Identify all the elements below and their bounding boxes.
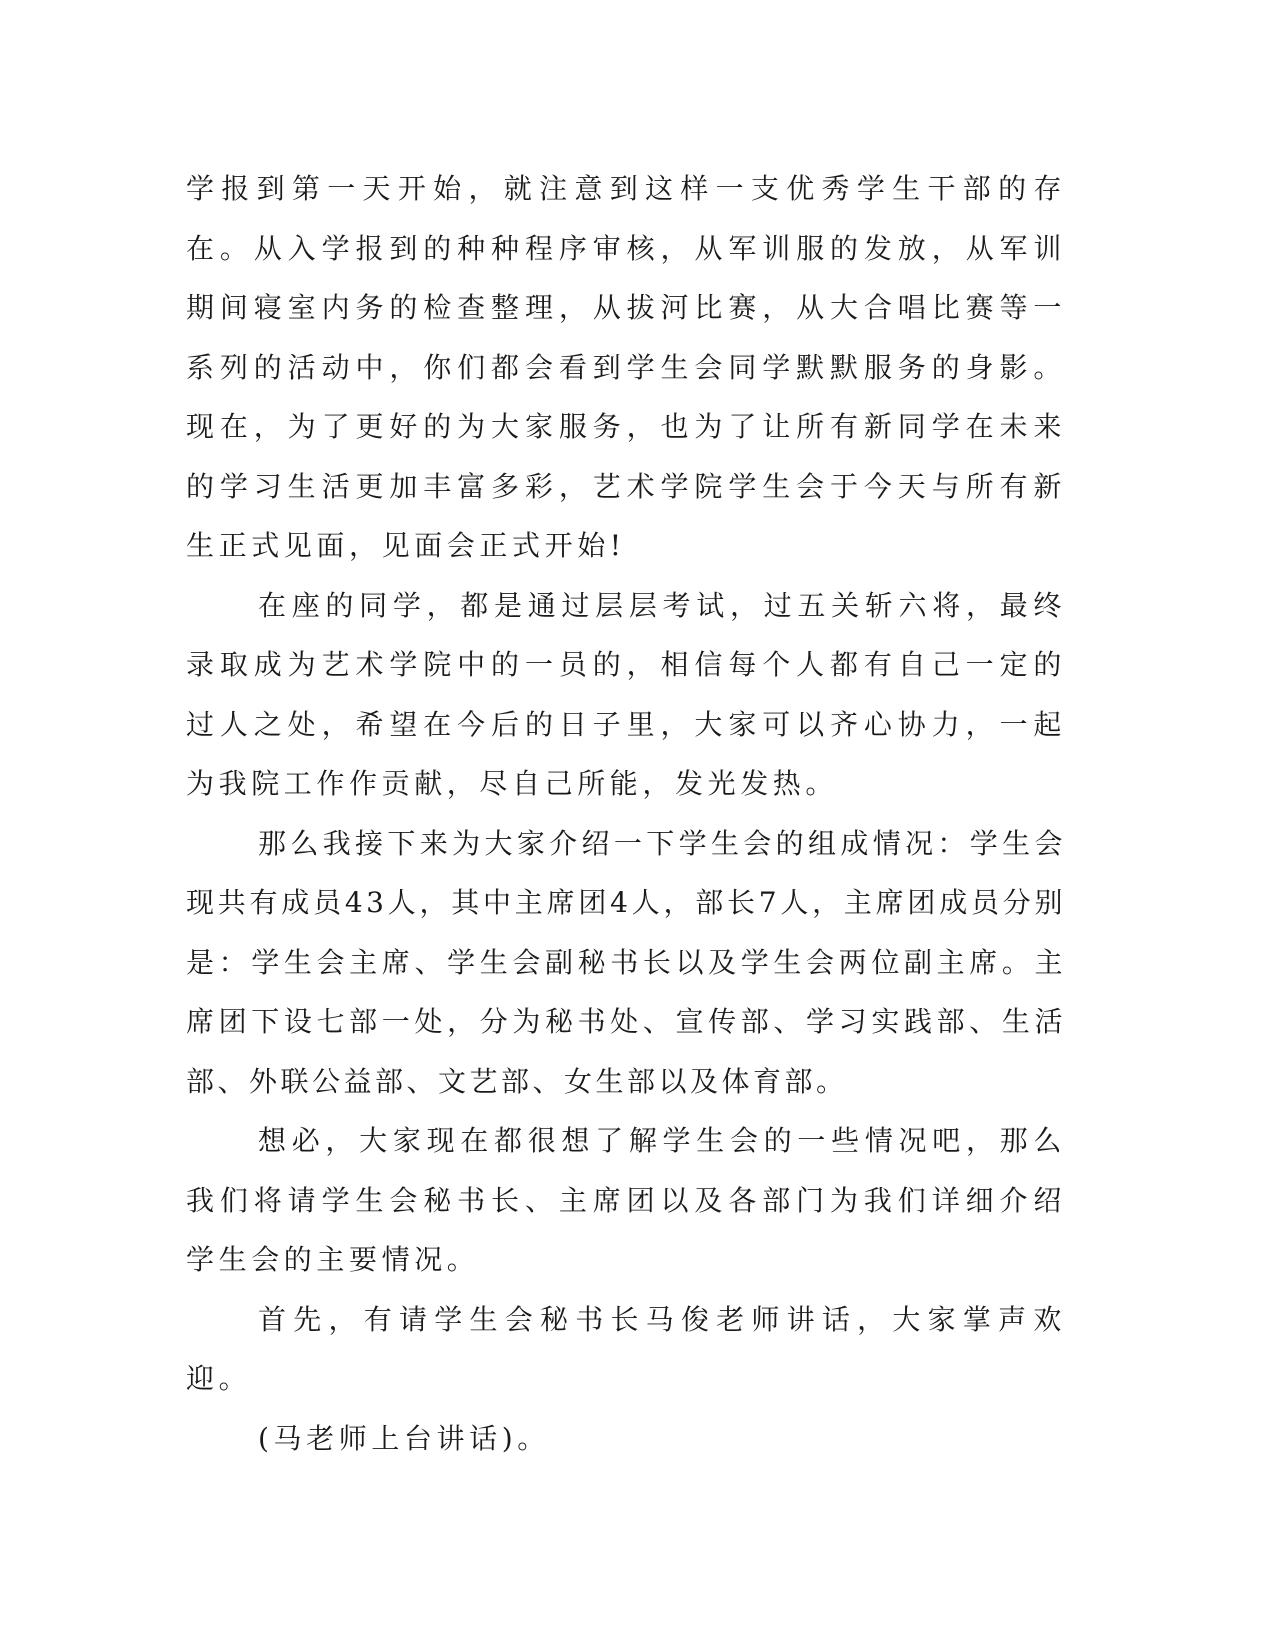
paragraph-stage-direction: (马老师上台讲话)。 — [258, 1421, 550, 1455]
paragraph-welcome-students: 在座的同学，都是通过层层考试，过五关斩六将，最终录取成为艺术学院中的一员的，相信每个人都有自己一定的过人之处，希望在今后的日子里，大家可以齐心协力，一起为我院工作作贡献，尽自己所能，发光发热。 — [186, 588, 1066, 800]
paragraph-introduction-invite: 想必，大家现在都很想了解学生会的一些情况吧，那么我们将请学生会秘书长、主席团以及各部门为我们详细介绍学生会的主要情况。 — [186, 1124, 1066, 1276]
document-body — [186, 159, 1066, 1468]
paragraph-opening: 学报到第一天开始，就注意到这样一支优秀学生干部的存在。从入学报到的种种程序审核，从军训服的发放，从军训期间寝室内务的检查整理，从拔河比赛，从大合唱比赛等一系列的活动中，你们都会看到学生会同学默默服务的身影。现在，为了更好的为大家服务，也为了让所有新同学在未来的学习生活更加丰富多彩，艺术学院学生会于今天与所有新生正式见面，见面会正式开始! — [186, 172, 1066, 562]
paragraph-secretary-speech: 首先，有请学生会秘书长马俊老师讲话，大家掌声欢迎。 — [186, 1302, 1066, 1395]
paragraph-union-composition: 那么我接下来为大家介绍一下学生会的组成情况：学生会现共有成员43人，其中主席团4人，部长7人，主席团成员分别是：学生会主席、学生会副秘书长以及学生会两位副主席。主席团下设七部一处，分为秘书处、宣传部、学习实践部、生活部、外联公益部、文艺部、女生部以及体育部。 — [186, 826, 1066, 1098]
